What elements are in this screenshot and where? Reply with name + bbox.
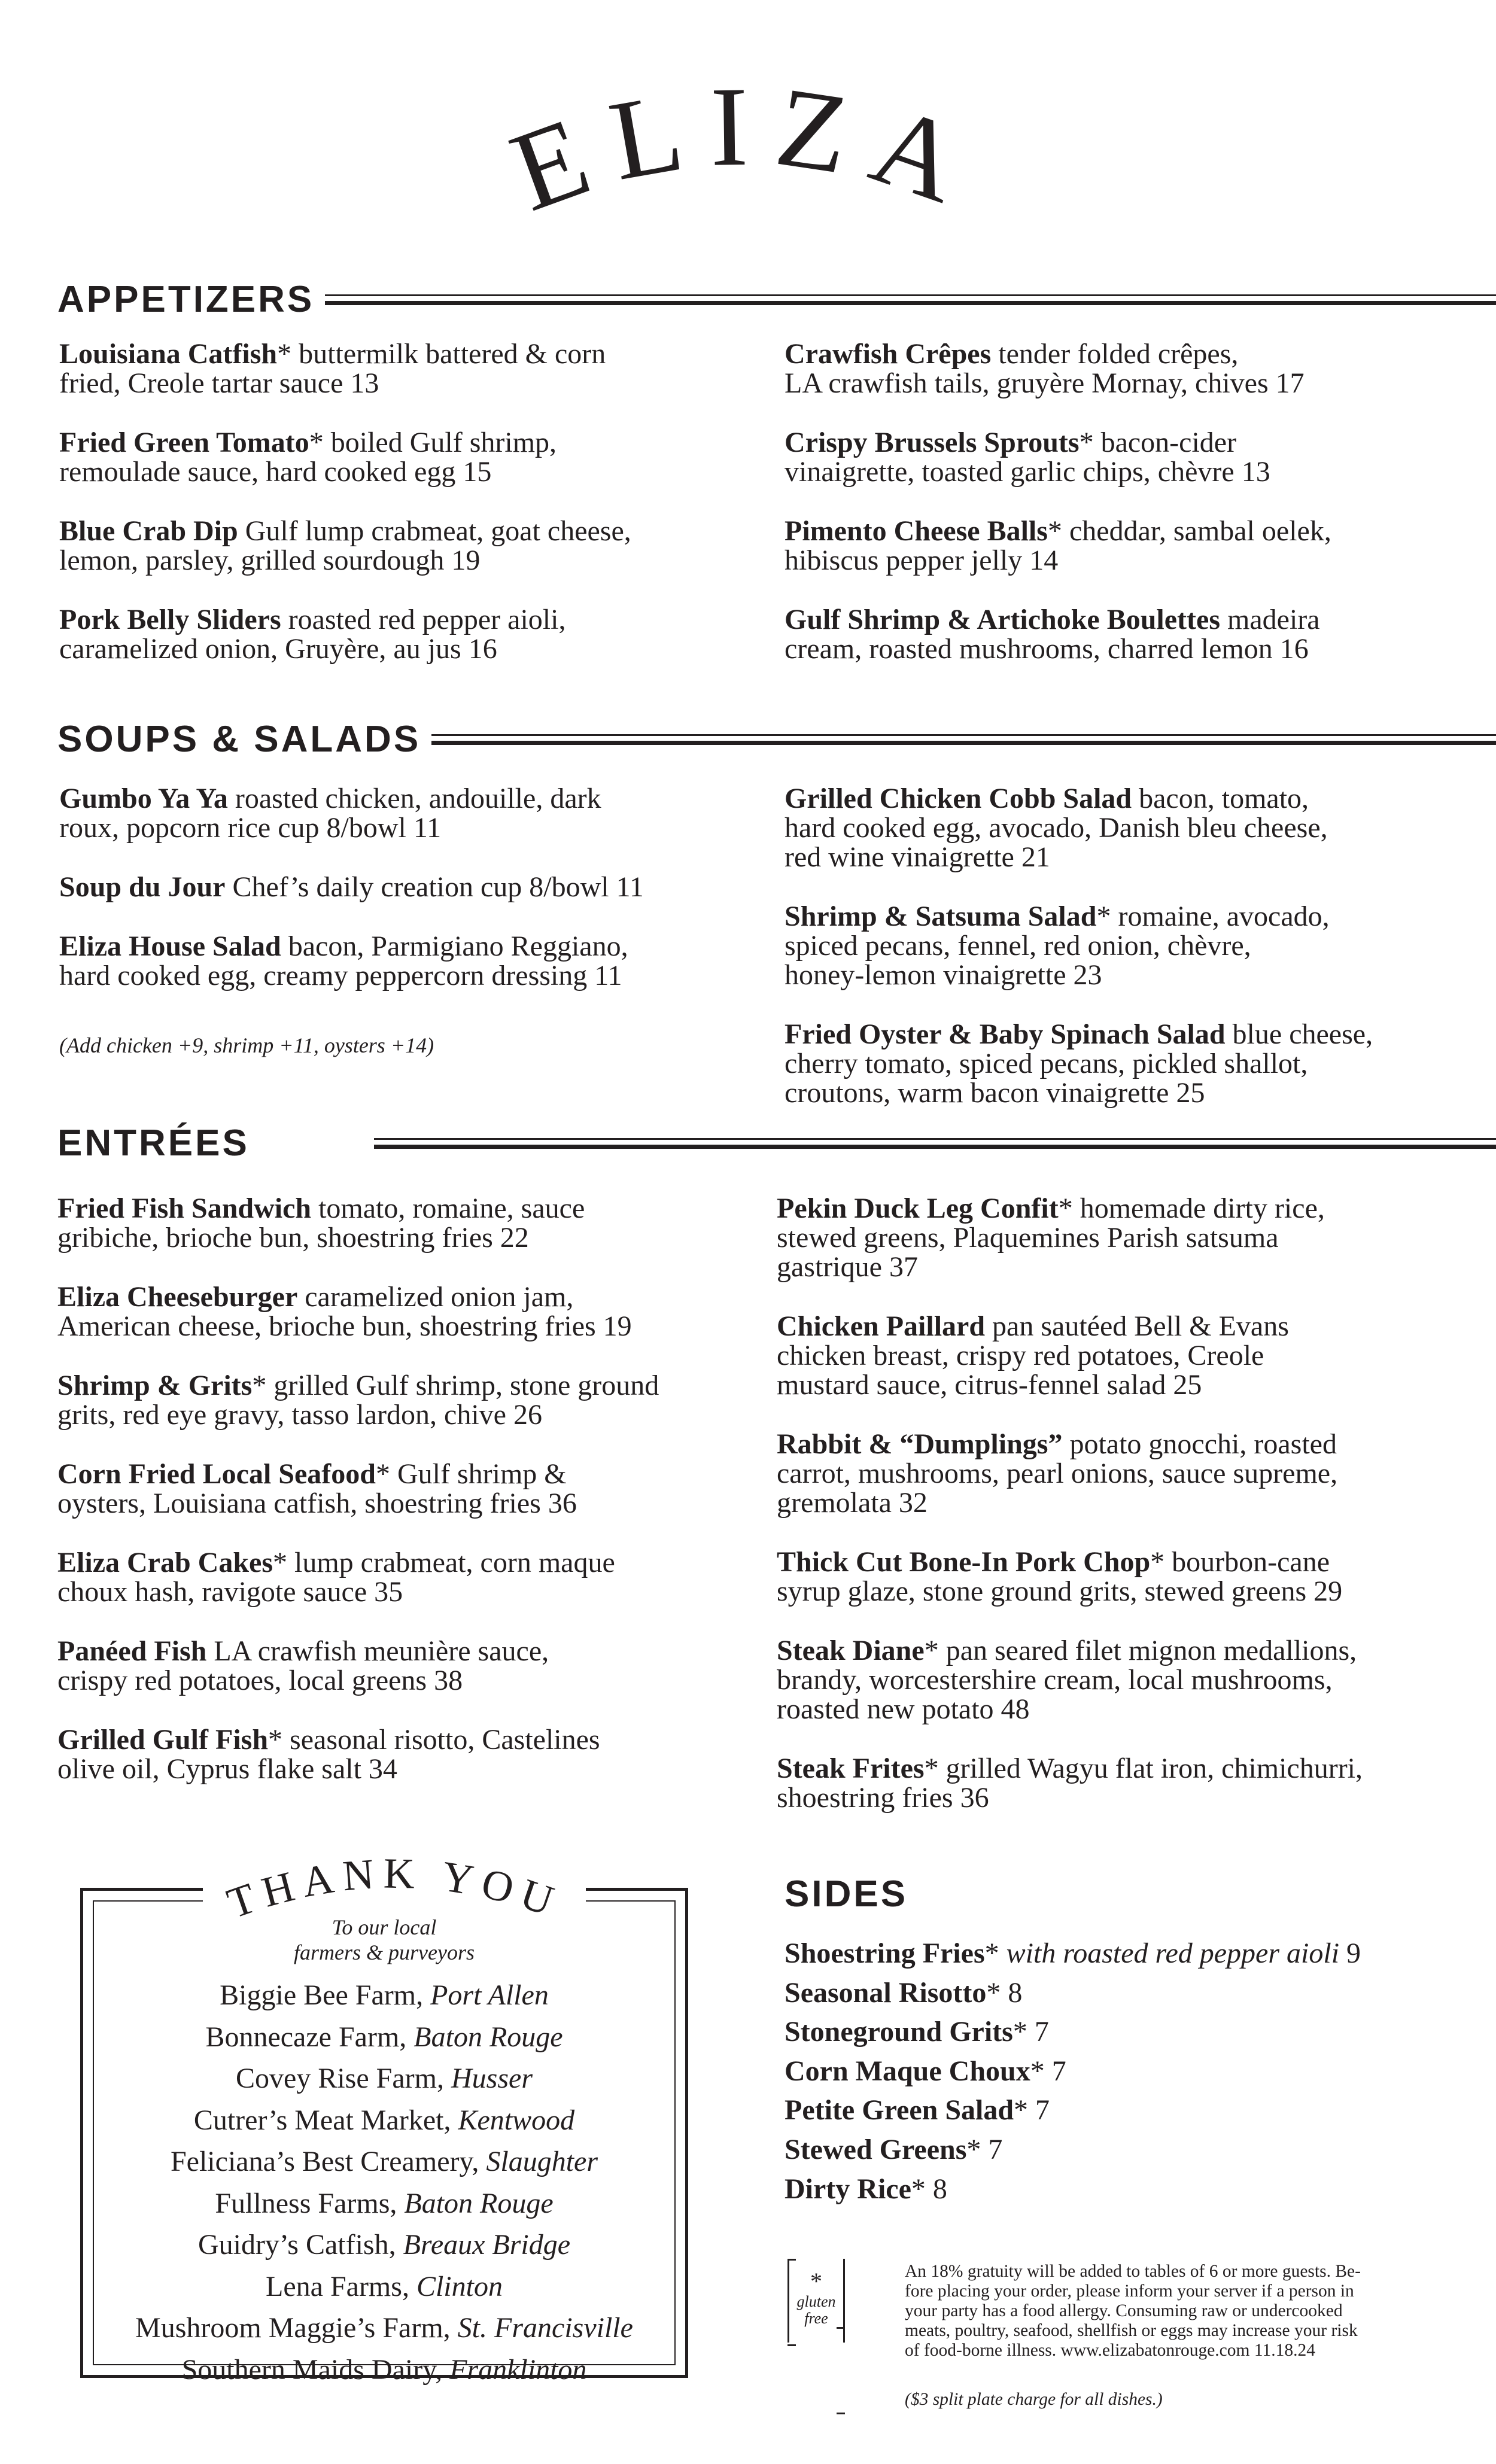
entrees-right-column <box>777 1194 1363 1842</box>
disclaimer-text: An 18% gratuity will be added to tables of 6 or more guests. Be- fore placing your order, please inform your server if a person in your party has a food allergy. Consuming raw or undercooked meats, poultry, seafood, shellfish or eggs may increase your risk of food-borne illness. www.elizabatonrouge.com 11.18.24 <box>905 2262 1361 2360</box>
menu-item: Fried Oyster & Baby Spinach Salad blue cheese, cherry tomato, spiced pecans, pickled shallot, croutons, warm bacon vinaigrette 25 <box>785 1018 1373 1109</box>
menu-item: Shrimp & Satsuma Salad* romaine, avocado, spiced pecans, fennel, red onion, chèvre, honey-lemon vinaigrette 23 <box>785 901 1330 991</box>
list-item: Guidry’s Catfish, Breaux Bridge <box>197 2229 571 2261</box>
menu-item: Panéed Fish LA crawfish meunière sauce, crispy red potatoes, local greens 38 <box>57 1635 549 1696</box>
soups-left-column <box>59 784 644 1020</box>
thank-you-subtitle: To our local farmers & purveyors <box>294 1915 475 1964</box>
thank-you-box <box>80 1849 688 2386</box>
list-item: Lena Farms, Clinton <box>266 2270 503 2302</box>
appetizers-heading <box>57 281 1496 318</box>
list-item: Mushroom Maggie’s Farm, St. Francisville <box>135 2312 633 2344</box>
menu-item: Pork Belly Sliders roasted red pepper aioli, caramelized onion, Gruyère, au jus 16 <box>59 604 566 665</box>
menu-item: Soup du Jour Chef’s daily creation cup 8/bowl 11 <box>59 871 644 903</box>
list-item: Southern Maids Dairy, Franklinton <box>181 2353 587 2386</box>
sides-heading <box>785 1873 908 1915</box>
section-title: SOUPS & SALADS <box>57 719 421 760</box>
menu-item: Louisiana Catfish* buttermilk battered & corn fried, Creole tartar sauce 13 <box>59 338 606 399</box>
list-item: Bonnecaze Farm, Baton Rouge <box>205 2021 563 2053</box>
entrees-left-column <box>57 1194 659 1814</box>
list-item: Shoestring Fries* with roasted red pepper aioli 9 <box>785 1937 1361 1969</box>
appetizers-right-column <box>785 339 1331 693</box>
soups-salads-heading <box>57 721 1496 758</box>
appetizers-left-column <box>59 339 631 693</box>
logo-text: ELIZA <box>496 84 999 236</box>
farm-list <box>83 1975 685 2390</box>
list-item: Cutrer’s Meat Market, Kentwood <box>193 2104 575 2136</box>
section-title: APPETIZERS <box>57 279 315 320</box>
menu-item: Grilled Chicken Cobb Salad bacon, tomato, hard cooked egg, avocado, Danish bleu cheese, red wine vinaigrette 21 <box>785 783 1328 873</box>
menu-item: Gulf Shrimp & Artichoke Boulettes madeira cream, roasted mushrooms, charred lemon 16 <box>785 604 1320 665</box>
thank-you-title-text: THANK YOU <box>221 1849 568 1928</box>
menu-item: Corn Fried Local Seafood* Gulf shrimp & oysters, Louisiana catfish, shoestring fries 36 <box>57 1458 577 1519</box>
list-item: Corn Maque Choux* 7 <box>785 2055 1066 2087</box>
menu-item: Crispy Brussels Sprouts* bacon-cider vinaigrette, toasted garlic chips, chèvre 13 <box>785 427 1270 488</box>
menu-item: Chicken Paillard pan sautéed Bell & Evans chicken breast, crispy red potatoes, Creole mustard sauce, citrus-fennel salad 25 <box>777 1310 1289 1401</box>
menu-item: Thick Cut Bone-In Pork Chop* bourbon-cane syrup glaze, stone ground grits, stewed greens 29 <box>777 1546 1343 1607</box>
menu-item: Eliza Cheeseburger caramelized onion jam, American cheese, brioche bun, shoestring fries 19 <box>57 1281 632 1342</box>
section-rule <box>431 734 1496 745</box>
list-item: Seasonal Risotto* 8 <box>785 1976 1023 2009</box>
list-item: Covey Rise Farm, Husser <box>236 2063 533 2094</box>
menu-item: Pimento Cheese Balls* cheddar, sambal oelek, hibiscus pepper jelly 14 <box>785 515 1331 576</box>
menu-item: Fried Green Tomato* boiled Gulf shrimp, remoulade sauce, hard cooked egg 15 <box>59 427 557 488</box>
asterisk-icon: * <box>810 2268 822 2295</box>
menu-item: Steak Frites* grilled Wagyu flat iron, chimichurri, shoestring fries 36 <box>777 1753 1363 1814</box>
menu-item: Fried Fish Sandwich tomato, romaine, sauce gribiche, brioche bun, shoestring fries 22 <box>57 1193 585 1254</box>
add-protein-note: (Add chicken +9, shrimp +11, oysters +14) <box>59 1033 434 1057</box>
restaurant-logo <box>479 84 1017 239</box>
list-item: Dirty Rice* 8 <box>785 2173 947 2205</box>
menu-item: Gumbo Ya Ya roasted chicken, andouille, dark roux, popcorn rice cup 8/bowl 11 <box>59 783 601 844</box>
section-rule <box>374 1138 1496 1149</box>
list-item: Petite Green Salad* 7 <box>785 2094 1050 2127</box>
section-title: SIDES <box>785 1873 908 1915</box>
list-item: Stoneground Grits* 7 <box>785 2016 1049 2048</box>
menu-item: Eliza House Salad bacon, Parmigiano Reggiano, hard cooked egg, creamy peppercorn dressing 11 <box>59 930 628 991</box>
menu-item: Crawfish Crêpes tender folded crêpes, LA crawfish tails, gruyère Mornay, chives 17 <box>785 338 1305 399</box>
entrees-heading <box>57 1125 1496 1162</box>
menu-item: Pekin Duck Leg Confit* homemade dirty rice, stewed greens, Plaquemines Parish satsuma gastrique 37 <box>777 1193 1325 1283</box>
menu-item: Rabbit & “Dumplings” potato gnocchi, roasted carrot, mushrooms, pearl onions, sauce supreme, gremolata 32 <box>777 1428 1338 1519</box>
sides-list <box>785 1934 1361 2209</box>
menu-item: Shrimp & Grits* grilled Gulf shrimp, stone ground grits, red eye gravy, tasso lardon, chive 26 <box>57 1370 659 1431</box>
section-title: ENTRÉES <box>57 1123 250 1164</box>
list-item: Stewed Greens* 7 <box>785 2133 1003 2165</box>
split-plate-note: ($3 split plate charge for all dishes.) <box>905 2390 1163 2409</box>
menu-item: Grilled Gulf Fish* seasonal risotto, Castelines olive oil, Cyprus flake salt 34 <box>57 1724 600 1785</box>
soups-right-column <box>785 784 1373 1137</box>
menu-item: Blue Crab Dip Gulf lump crabmeat, goat cheese, lemon, parsley, grilled sourdough 19 <box>59 515 631 576</box>
menu-item: Steak Diane* pan seared filet mignon medallions, brandy, worcestershire cream, local mushrooms, roasted new potato 48 <box>777 1635 1357 1725</box>
section-rule <box>325 294 1496 305</box>
list-item: Fullness Farms, Baton Rouge <box>215 2187 554 2219</box>
gluten-free-badge: * gluten free <box>787 2259 845 2343</box>
list-item: Feliciana’s Best Creamery, Slaughter <box>170 2146 598 2177</box>
svg-text:ELIZA <box>496 84 999 236</box>
list-item: Biggie Bee Farm, Port Allen <box>220 1979 549 2011</box>
menu-item: Eliza Crab Cakes* lump crabmeat, corn maque choux hash, ravigote sauce 35 <box>57 1547 615 1608</box>
